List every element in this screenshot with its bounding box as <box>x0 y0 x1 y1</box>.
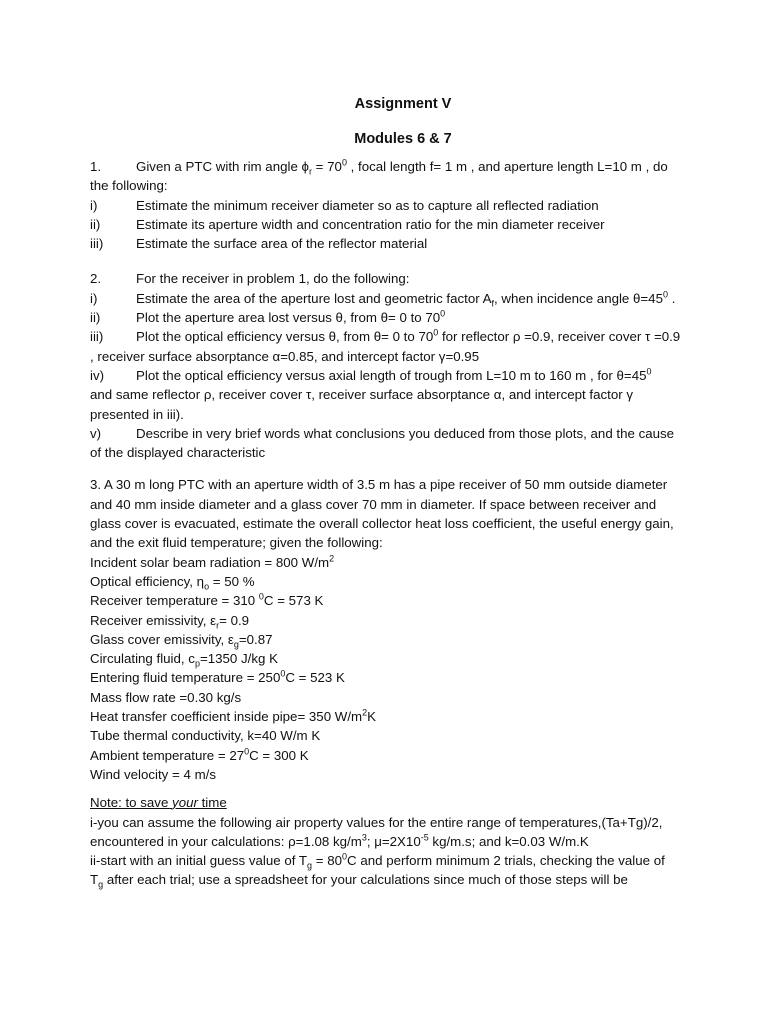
note-text: encountered in your calculations: ρ=1.08 kg/m <box>90 833 362 849</box>
q2-item-i <box>90 289 702 308</box>
q1-item-text: Estimate the surface area of the reflector material <box>136 236 428 252</box>
given-text-b: C = 523 K <box>285 670 345 686</box>
given-sub: r <box>216 620 220 631</box>
q2-item-v-continued: of the displayed characteristic <box>90 445 266 461</box>
q2-item-sub: f <box>491 298 495 309</box>
q2-item-text-b: for reflector ρ =0.9, receiver cover τ =0.9 <box>438 329 681 345</box>
q2-item-text-b: , when incidence angle θ=45 <box>494 290 663 306</box>
q1-intro-sup: 0 <box>341 157 347 168</box>
document-page <box>90 92 702 890</box>
note-text-c: kg/m.s; and k=0.03 W/m.K <box>428 833 589 849</box>
q2-item-label: ii) <box>90 310 101 326</box>
q2-item-iv-continued: presented in iii). <box>90 406 184 422</box>
q2-item-text: Describe in very brief words what conclusions you deduced from those plots, and the cause <box>136 425 675 441</box>
given-ambient-temperature <box>90 746 702 765</box>
given-tube-conductivity: Tube thermal conductivity, k=40 W/m K <box>90 728 321 744</box>
given-sup: 2 <box>329 553 335 564</box>
q2-intro-text: For the receiver in problem 1, do the following: <box>136 271 410 287</box>
given-text-b: C = 300 K <box>249 747 309 763</box>
note-text-b: ; μ=2X10 <box>366 833 421 849</box>
q3-text-line: 3. A 30 m long PTC with an aperture width of 3.5 m has a pipe receiver of 50 mm outside diameter <box>90 477 668 493</box>
q2-item-text: Plot the optical efficiency versus θ, from θ= 0 to 70 <box>136 329 434 345</box>
given-circulating-fluid <box>90 649 702 668</box>
given-text-b: =1350 J/kg K <box>199 651 278 667</box>
note-sup: 0 <box>342 851 348 862</box>
q1-intro-text-b: = 70 <box>311 159 342 174</box>
given-text-b: = 50 % <box>209 573 255 589</box>
q1-number: 1. <box>90 159 102 174</box>
q1-item-label: i) <box>90 197 98 213</box>
given-text: Receiver emissivity, ε <box>90 612 217 628</box>
note-text-c: C and perform minimum 2 trials, checking the value of <box>347 853 665 869</box>
q1-intro-continued: the following: <box>90 178 168 194</box>
given-sub: g <box>233 639 239 650</box>
q3-text-line: and 40 mm inside diameter and a glass cover 70 mm in diameter. If space between receiver and <box>90 496 657 512</box>
page-title: Assignment V <box>354 96 452 112</box>
given-heat-transfer <box>90 707 702 726</box>
given-text-b: C = 573 K <box>263 593 324 609</box>
q2-item-sup: 0 <box>646 366 652 377</box>
given-mass-flow: Mass flow rate =0.30 kg/s <box>90 689 242 705</box>
q1-item <box>90 234 702 253</box>
q1-intro-text: Given a PTC with rim angle ϕ <box>136 159 309 174</box>
given-optical-efficiency <box>90 572 702 591</box>
given-text: Circulating fluid, c <box>90 651 195 667</box>
q2-item-text: Estimate the area of the aperture lost and geometric factor A <box>136 290 492 306</box>
note-text-b: after each trial; use a spreadsheet for your calculations since much of those steps will be <box>103 872 628 888</box>
note-sub: g <box>307 860 313 871</box>
q2-item-sup: 0 <box>433 327 439 338</box>
note-sup: 3 <box>361 832 367 843</box>
q1-intro-text-c: , focal length f= 1 m , and aperture length L=10 m , do <box>346 159 668 174</box>
q2-item-iv <box>90 366 702 385</box>
given-sup: 0 <box>258 591 264 602</box>
given-text: Receiver temperature = 310 <box>90 593 259 609</box>
q2-item-text-c: . <box>668 290 676 306</box>
q1-intro <box>90 157 702 176</box>
given-sub: o <box>204 581 210 592</box>
given-text: Entering fluid temperature = 250 <box>90 670 281 686</box>
q2-item-label: i) <box>90 290 98 306</box>
q2-item-iii <box>90 327 702 346</box>
q1-intro-sub: r <box>308 166 312 177</box>
given-glass-emissivity <box>90 630 702 649</box>
note-sup: -5 <box>420 832 429 843</box>
given-text-b: =0.87 <box>238 631 273 647</box>
q2-item-label: iii) <box>90 329 104 345</box>
note-heading-emphasis: your <box>172 795 198 811</box>
q2-item-sup: 0 <box>440 308 446 319</box>
given-sup: 0 <box>244 746 250 757</box>
q2-item-iv-continued: and same reflector ρ, receiver cover τ, receiver surface absorptance α, and intercept factor γ <box>90 387 634 403</box>
given-text-b: K <box>367 709 377 725</box>
q2-item-label: v) <box>90 425 102 441</box>
given-text: Optical efficiency, η <box>90 573 205 589</box>
given-sub: p <box>194 658 200 669</box>
q2-item-v <box>90 424 702 443</box>
note-text-b: = 80 <box>312 853 343 869</box>
q1-item <box>90 196 702 215</box>
q2-item-iii-continued: , receiver surface absorptance α=0.85, and intercept factor γ=0.95 <box>90 348 480 364</box>
given-text: Incident solar beam radiation = 800 W/m <box>90 554 330 570</box>
note-text: T <box>90 872 99 888</box>
q2-item-ii <box>90 308 702 327</box>
given-entering-temperature <box>90 668 702 687</box>
given-sup: 2 <box>362 707 368 718</box>
q2-item-text: Plot the optical efficiency versus axial length of trough from L=10 m to 160 m , for θ=45 <box>136 367 647 383</box>
q1-item-label: iii) <box>90 236 104 252</box>
given-text: Ambient temperature = 27 <box>90 747 245 763</box>
note-heading-text: Note: to save <box>90 795 173 811</box>
note-line <box>90 851 702 870</box>
note-heading <box>90 793 702 812</box>
note-line <box>90 832 702 851</box>
page-subtitle: Modules 6 & 7 <box>354 131 452 147</box>
q2-number: 2. <box>90 271 102 287</box>
note-text: ii-start with an initial guess value of T <box>90 853 308 869</box>
q2-item-text: Plot the aperture area lost versus θ, from θ= 0 to 70 <box>136 310 441 326</box>
given-text: Heat transfer coefficient inside pipe= 350 W/m <box>90 709 363 725</box>
given-incident-radiation <box>90 553 702 572</box>
q3-text-line: glass cover is evacuated, estimate the overall collector heat loss coefficient, the useful energy gain, <box>90 516 674 532</box>
q2-item-sup: 0 <box>662 289 668 300</box>
note-heading-text-b: time <box>197 795 227 811</box>
given-text: Glass cover emissivity, ε <box>90 631 234 647</box>
given-receiver-temperature <box>90 591 702 610</box>
given-sup: 0 <box>280 669 286 679</box>
q2-item-label: iv) <box>90 367 105 383</box>
note-line <box>90 870 702 889</box>
given-wind-velocity: Wind velocity = 4 m/s <box>90 766 216 782</box>
given-text-b: = 0.9 <box>219 612 250 628</box>
q1-item-text: Estimate its aperture width and concentration ratio for the min diameter receiver <box>136 216 605 232</box>
note-line: i-you can assume the following air property values for the entire range of temperatures,(Ta+Tg)/2, <box>90 814 663 830</box>
q1-item <box>90 215 702 234</box>
q1-item-label: ii) <box>90 216 101 232</box>
q3-text-line: and the exit fluid temperature; given the following: <box>90 535 383 551</box>
q1-item-text: Estimate the minimum receiver diameter so as to capture all reflected radiation <box>136 197 599 213</box>
given-receiver-emissivity <box>90 611 702 630</box>
note-sub: g <box>98 880 104 891</box>
q2-intro <box>90 269 702 288</box>
